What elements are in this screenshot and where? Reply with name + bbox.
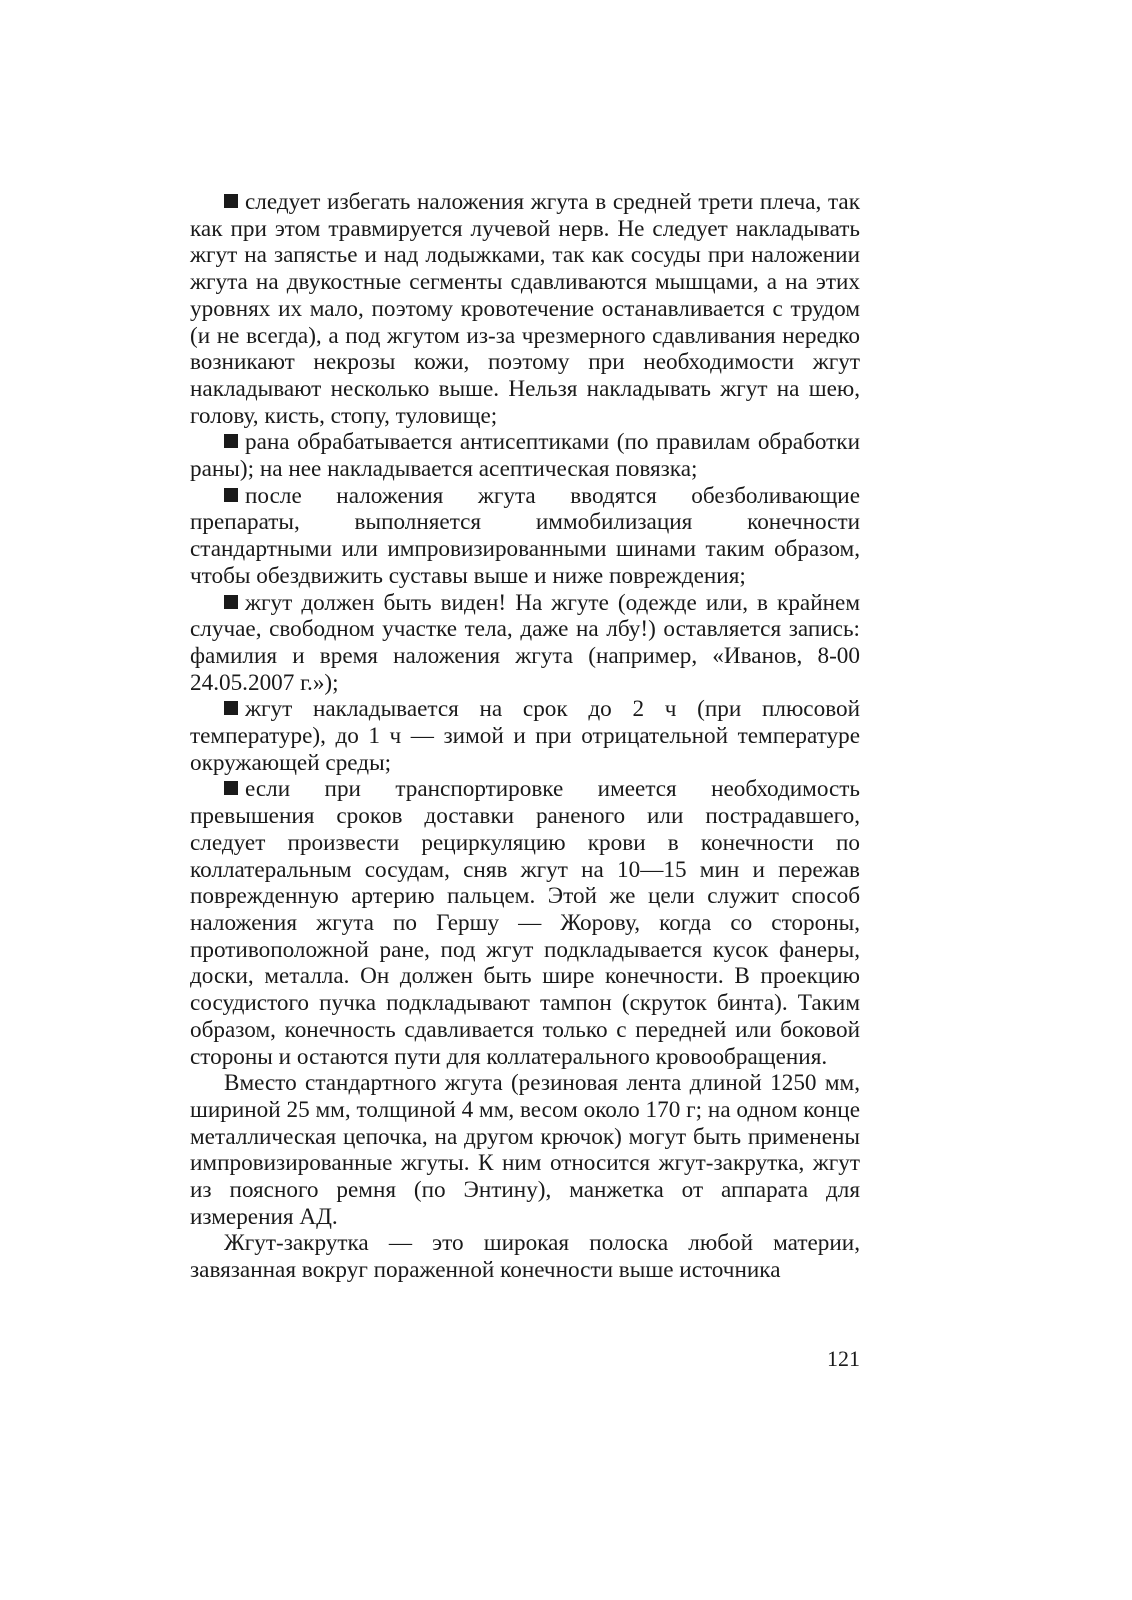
square-bullet-icon (224, 194, 238, 208)
square-bullet-icon (224, 781, 238, 795)
paragraph-tourniquet-alternatives: Вместо стандартного жгута (резиновая лента длиной 1250 мм, шириной 25 мм, толщиной 4 мм, весом около 170 г; на одном конце металлическая цепочка, на другом крючок) могут быть применены импровизированные жгуты. К ним относится жгут-закрутка, жгут из поясного ремня (по Энтину), манжетка от аппарата для измерения АД. (190, 1070, 860, 1230)
paragraph-bullet-6 (190, 776, 860, 1070)
paragraph-text: следует избегать наложения жгута в средней трети плеча, так как при этом травмируется лучевой нерв. Не следует накладывать жгут на запястье и над лодыжками, так как сосуды при наложении жгута на двукостные сегменты сдавливаются мышцами, а на этих уровнях их мало, поэтому кровотечение останавливается с трудом (и не всегда), а под жгутом из-за чрезмерного сдавливания нередко возникают некрозы кожи, поэтому при необходимости жгут накладывают несколько выше. Нельзя накладывать жгут на шею, голову, кисть, стопу, туловище; (190, 189, 860, 429)
paragraph-bullet-2 (190, 429, 860, 482)
paragraph-text: если при транспортировке имеется необходимость превышения сроков доставки раненого или пострадавшего, следует произвести рециркуляцию крови в конечности по коллатеральным сосудам, сняв жгут на 10—15 мин и пережав поврежденную артерию пальцем. Этой же цели служит способ наложения жгута по Гершу — Жорову, когда со стороны, противоположной ране, под жгут подкладывается кусок фанеры, доски, металла. Он должен быть шире конечности. В проекцию сосудистого пучка подкладывают тампон (скруток бинта). Таким образом, конечность сдавливается только с передней или боковой стороны и остаются пути для коллатерального кровообращения. (190, 776, 860, 1070)
page-number: 121 (827, 1346, 860, 1371)
paragraph-bullet-5 (190, 696, 860, 776)
paragraph-text: жгут накладывается на срок до 2 ч (при плюсовой температуре), до 1 ч — зимой и при отрицательной температуре окружающей среды; (190, 696, 860, 776)
square-bullet-icon (224, 701, 238, 715)
paragraph-bullet-4 (190, 590, 860, 697)
body-text (190, 189, 860, 1284)
paragraph-text: рана обрабатывается антисептиками (по правилам обработки раны); на нее накладывается асептическая повязка; (190, 429, 860, 483)
paragraph-twist-tourniquet: Жгут-закрутка — это широкая полоска любой материи, завязанная вокруг пораженной конечности выше источника (190, 1230, 860, 1284)
paragraph-bullet-3 (190, 483, 860, 590)
paragraph-bullet-1 (190, 189, 860, 429)
square-bullet-icon (224, 595, 238, 609)
square-bullet-icon (224, 488, 238, 502)
paragraph-text: после наложения жгута вводятся обезболивающие препараты, выполняется иммобилизация конечности стандартными или импровизированными шинами таким образом, чтобы обездвижить суставы выше и ниже повреждения; (190, 482, 860, 589)
square-bullet-icon (224, 434, 238, 448)
paragraph-text: жгут должен быть виден! На жгуте (одежде или, в крайнем случае, свободном участке тела, даже на лбу!) оставляется запись: фамилия и время наложения жгута (например, «Иванов, 8-00 24.05.2007 г.»); (190, 589, 860, 696)
